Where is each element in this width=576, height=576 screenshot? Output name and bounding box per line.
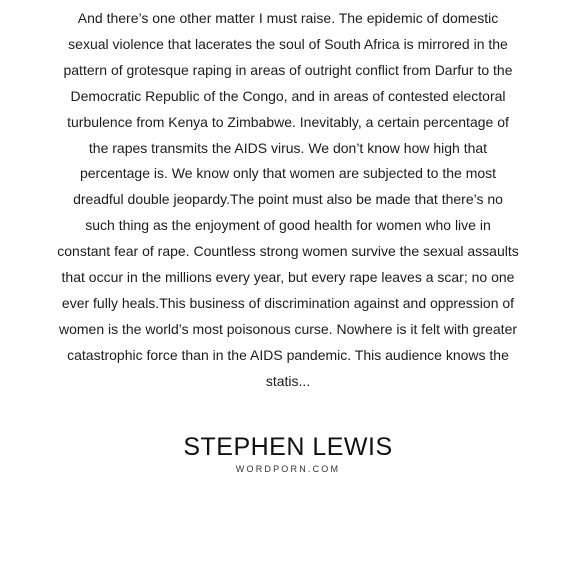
quote-line: turbulence from Kenya to Zimbabwe. Inevitably, a certain percentage of [67, 113, 509, 130]
quote-line: percentage is. We know only that women are subjected to the most [79, 165, 497, 182]
quote-line: ever fully heals.This business of discrimination against and oppression of [61, 294, 515, 311]
site-name: WORDPORN.COM [235, 464, 341, 474]
quote-line: statis... [265, 372, 311, 389]
quote-line: such thing as the enjoyment of good health for women who live in [85, 217, 491, 234]
quote-line: catastrophic force than in the AIDS pandemic. This audience knows the [67, 346, 509, 363]
quote-line: dreadful double jeopardy.The point must also be made that there’s no [73, 191, 503, 208]
author-name: STEPHEN LEWIS [183, 433, 393, 461]
quote-line: women is the world’s most poisonous curse. Nowhere is it felt with greater [58, 320, 518, 337]
quote-line: that occur in the millions every year, but every rape leaves a scar; no one [61, 269, 515, 286]
quote-line: sexual violence that lacerates the soul of South Africa is mirrored in the [68, 35, 508, 52]
quote-text [48, 6, 528, 395]
quote-line: Democratic Republic of the Congo, and in areas of contested electoral [70, 87, 506, 104]
quote-line: And there’s one other matter I must raise. The epidemic of domestic [77, 10, 499, 26]
quote-line: pattern of grotesque raping in areas of outright conflict from Darfur to the [63, 61, 513, 78]
quote-line: constant fear of rape. Countless strong women survive the sexual assaults [57, 243, 519, 260]
quote-line: the rapes transmits the AIDS virus. We don’t know how high that [88, 139, 488, 156]
